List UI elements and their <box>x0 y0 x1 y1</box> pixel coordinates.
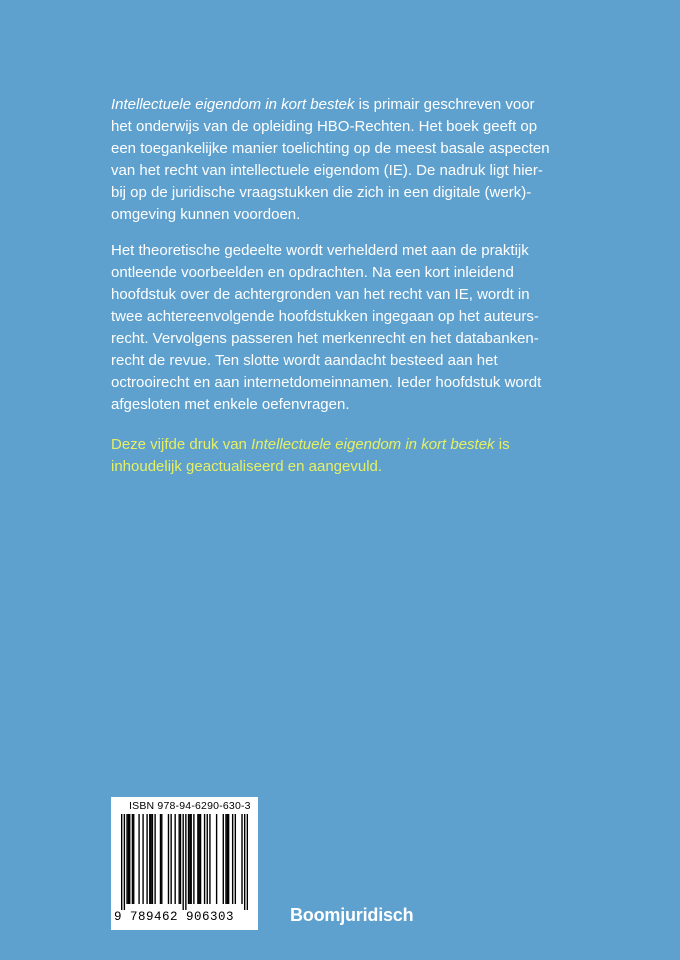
barcode-bar <box>200 814 201 904</box>
barcode-bar <box>161 814 162 904</box>
barcode-bar <box>227 814 228 904</box>
barcode-bar <box>178 814 179 904</box>
edition-note-pre: Deze vijfde druk van <box>111 436 252 453</box>
barcode-bar <box>150 814 151 904</box>
barcode-bar <box>207 814 208 904</box>
publisher-logo: Boomjuridisch <box>290 905 414 925</box>
para2-line-5: recht. Vervolgens passeren het merkenrecht en het databanken- <box>111 330 539 347</box>
edition-note-title-italic: Intellectuele eigendom in kort bestek <box>251 436 495 453</box>
barcode-bar <box>189 814 190 904</box>
barcode-bar <box>223 814 224 904</box>
barcode-bar <box>154 814 155 904</box>
para1-line-2: het onderwijs van de opleiding HBO-Rechten. Het boek geeft op <box>111 118 538 135</box>
barcode-bar <box>168 814 169 904</box>
para1-line-5: bij op de juridische vraagstukken die zich in een digitale (werk)- <box>111 184 532 201</box>
barcode-bar <box>225 814 226 904</box>
para1-line-6: omgeving kunnen voordoen. <box>111 206 301 223</box>
isbn-label: ISBN 978-94-6290-630-3 <box>129 800 251 812</box>
barcode-bar <box>191 814 192 904</box>
para2-line-3: hoofdstuk over de achtergronden van het recht van IE, wordt in <box>111 286 530 303</box>
para2-line-2: ontleende voorbeelden en opdrachten. Na een kort inleidend <box>111 264 514 281</box>
edition-note-line-2: inhoudelijk geactualiseerd en aangevuld. <box>111 458 383 475</box>
para1-line-1 <box>111 94 581 116</box>
barcode-bar <box>149 814 150 904</box>
para2-line-6: recht de revue. Ten slotte wordt aandacht besteed aan het <box>111 352 498 369</box>
barcode-bar <box>132 814 133 904</box>
barcode-bar <box>129 814 130 904</box>
edition-note-post: is <box>494 436 510 453</box>
barcode-bar <box>244 814 245 910</box>
barcode-bar <box>146 814 147 904</box>
barcode-bar <box>138 814 139 904</box>
para2-line-4: twee achtereenvolgende hoofdstukken ingegaan op het auteurs- <box>111 308 539 325</box>
barcode-bar <box>142 814 143 904</box>
barcode-bars <box>121 814 248 910</box>
barcode-bar <box>182 814 183 910</box>
para1-line-4: van het recht van intellectuele eigendom (IE). De nadruk ligt hier- <box>111 162 543 179</box>
ean-digits: 9 789462 906303 <box>114 910 235 924</box>
barcode-bar <box>124 814 125 910</box>
isbn-barcode <box>111 797 258 930</box>
barcode-bar <box>180 814 181 904</box>
barcode-bar <box>128 814 129 904</box>
para2-line-8: afgesloten met enkele oefenvragen. <box>111 396 350 413</box>
barcode-bar <box>216 814 217 904</box>
barcode-bar <box>126 814 127 904</box>
barcode-bar <box>160 814 161 904</box>
description-paragraph-1 <box>111 94 581 226</box>
barcode-bar <box>185 814 186 910</box>
barcode-bar <box>232 814 233 904</box>
barcode-bar <box>152 814 153 904</box>
para2-line-1: Het theoretische gedeelte wordt verhelderd met aan de praktijk <box>111 242 529 259</box>
barcode-bar <box>121 814 122 910</box>
barcode-bar <box>247 814 248 910</box>
barcode-bar <box>133 814 134 904</box>
barcode-bar <box>174 814 175 904</box>
barcode-bar <box>193 814 194 904</box>
para1-line-3: een toegankelijke manier toelichting op de meest basale aspecten <box>111 140 550 157</box>
edition-note <box>111 434 581 478</box>
para1-line-1-rest: is primair geschreven voor <box>354 96 535 113</box>
barcode-bar <box>188 814 189 904</box>
barcode-bar <box>199 814 200 904</box>
barcode-bar <box>204 814 205 904</box>
edition-note-line-1 <box>111 434 581 456</box>
book-title-italic: Intellectuele eigendom in kort bestek <box>111 96 355 113</box>
barcode-bar <box>235 814 236 904</box>
description-paragraph-2 <box>111 240 581 416</box>
para2-line-7: octrooirecht en aan internetdomeinnamen. Ieder hoofdstuk wordt <box>111 374 542 391</box>
barcode-bar <box>170 814 171 904</box>
barcode-bar <box>228 814 229 904</box>
barcode-bar <box>241 814 242 904</box>
barcode-bar <box>209 814 210 904</box>
barcode-bar <box>197 814 198 904</box>
